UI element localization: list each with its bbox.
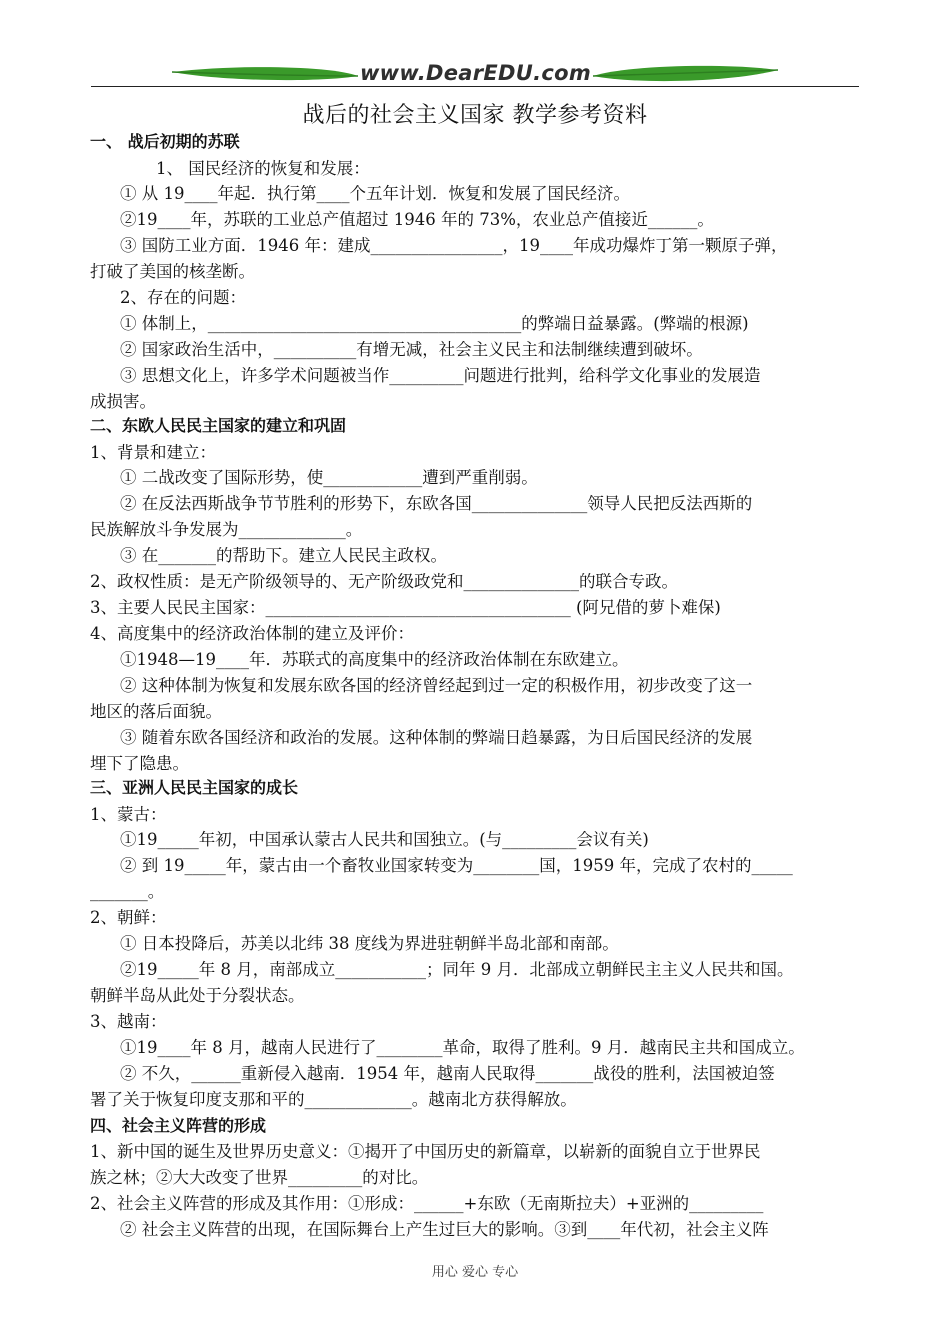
header-rule xyxy=(91,86,859,87)
body-line: ①1948—19____年．苏联式的高度集中的经济政治体制在东欧建立。 xyxy=(120,650,629,669)
body-line: ③ 在_______的帮助下。建立人民民主政权。 xyxy=(120,546,447,565)
body-line: 埋下了隐患。 xyxy=(90,754,189,773)
section-heading: 三、亚洲人民民主国家的成长 xyxy=(90,778,299,797)
body-line: 成损害。 xyxy=(90,392,156,411)
subheading: 4、高度集中的经济政治体制的建立及评价： xyxy=(90,624,414,643)
body-line: 2、社会主义阵营的形成及其作用：①形成：______+东欧（无南斯拉夫）+亚洲的_________ xyxy=(90,1194,764,1213)
body-line: 地区的落后面貌。 xyxy=(90,702,222,721)
site-url-logo[interactable]: www.DearEDU.com xyxy=(359,61,592,85)
body-line: 3、主要人民民主国家：_____________________________________ (阿兄借的萝卜难保) xyxy=(90,598,721,617)
body-line: ② 国家政治生活中，__________有增无减，社会主义民主和法制继续遭到破坏。 xyxy=(120,340,703,359)
body-line: ③ 国防工业方面．1946 年：建成________________，19____年成功爆炸丁第一颗原子弹， xyxy=(120,236,788,255)
page-title: 战后的社会主义国家 教学参考资料 xyxy=(302,103,648,128)
body-line: ①19____年 8 月，越南人民进行了________革命，取得了胜利。9 月．越南民主共和国成立。 xyxy=(120,1038,805,1057)
body-line: ② 社会主义阵营的出现，在国际舞台上产生过巨大的影响。③到____年代初，社会主义阵 xyxy=(120,1220,769,1239)
body-line: ① 二战改变了国际形势，使____________遭到严重削弱。 xyxy=(120,468,538,487)
body-line: ② 到 19_____年，蒙古由一个畜牧业国家转变为________国，1959 年，完成了农村的_____ xyxy=(120,856,793,875)
section-heading: 二、东欧人民民主国家的建立和巩固 xyxy=(90,416,347,435)
body-line: ① 体制上，______________________________________的弊端日益暴露。(弊端的根源) xyxy=(120,314,749,333)
body-line: ③ 随着东欧各国经济和政治的发展。这种体制的弊端日趋暴露，为日后国民经济的发展 xyxy=(120,728,753,747)
subheading: 1、 国民经济的恢复和发展： xyxy=(156,159,370,178)
body-line: ②19_____年 8 月，南部成立___________；同年 9 月．北部成立朝鲜民主主义人民共和国。 xyxy=(120,960,794,979)
body-line: ② 在反法西斯战争节节胜利的形势下，东欧各国______________领导人民把反法西斯的 xyxy=(120,494,753,513)
body-line: ① 日本投降后，苏美以北纬 38 度线为界进驻朝鲜半岛北部和南部。 xyxy=(120,934,619,953)
body-line: 朝鲜半岛从此处于分裂状态。 xyxy=(90,986,305,1005)
body-line: ② 不久，______重新侵入越南．1954 年，越南人民取得_______战役的胜利，法国被迫签 xyxy=(120,1064,775,1083)
body-line: ③ 思想文化上，许多学术问题被当作_________问题进行批判，给科学文化事业的发展造 xyxy=(120,366,761,385)
body-line: 民族解放斗争发展为_____________。 xyxy=(90,520,363,539)
page-footer: 用心 爱心 专心 xyxy=(431,1265,519,1280)
body-line: 2、政权性质：是无产阶级领导的、无产阶级政党和______________的联合专政。 xyxy=(90,572,678,591)
body-line: 署了关于恢复印度支那和平的_____________。越南北方获得解放。 xyxy=(90,1090,577,1109)
body-line: 1、新中国的诞生及世界历史意义：①揭开了中国历史的新篇章，以崭新的面貌自立于世界民 xyxy=(90,1142,761,1161)
body-line: ① 从 19____年起．执行第____个五年计划．恢复和发展了国民经济。 xyxy=(120,184,630,203)
body-line: _______。 xyxy=(90,882,165,901)
body-line: ②19____年，苏联的工业总产值超过 1946 年的 73%，农业总产值接近______。 xyxy=(120,210,714,229)
subheading: 2、朝鲜： xyxy=(90,908,167,927)
subheading: 3、越南： xyxy=(90,1012,167,1031)
body-line: 族之林；②大大改变了世界_________的对比。 xyxy=(90,1168,429,1187)
section-heading: 一、 战后初期的苏联 xyxy=(90,132,240,151)
subheading: 1、蒙古： xyxy=(90,805,167,824)
body-line: ② 这种体制为恢复和发展东欧各国的经济曾经起到过一定的积极作用，初步改变了这一 xyxy=(120,676,753,695)
subheading: 1、背景和建立： xyxy=(90,443,216,462)
body-line: ①19_____年初，中国承认蒙古人民共和国独立。(与_________会议有关) xyxy=(120,830,649,849)
site-banner xyxy=(88,58,863,98)
section-heading: 四、社会主义阵营的形成 xyxy=(90,1116,267,1135)
body-line: 打破了美国的核垄断。 xyxy=(90,262,255,281)
subheading: 2、存在的问题： xyxy=(120,288,246,307)
